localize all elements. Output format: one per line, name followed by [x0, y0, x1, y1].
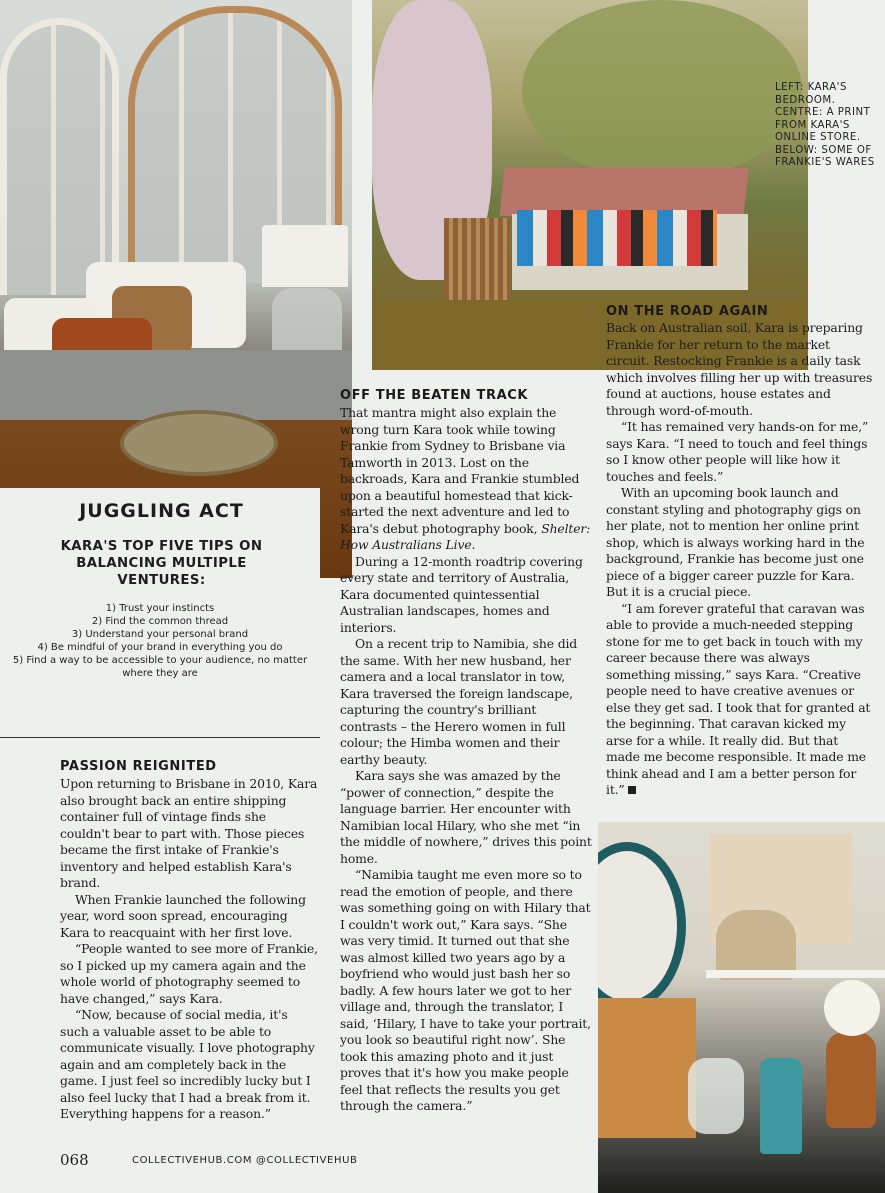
tip-item: 2) Find the common thread: [91, 616, 229, 627]
paragraph-text: “I am forever grateful that caravan was able to provide a much-needed stepping stone for me to get back in touch with my career because there was always something missing,” says Kara. “Creative people need to have creative avenues or else they get sad. I took that for granted at the beginning. That caravan kicked my arse for a while. It really did. But that made me become responsible. It made me think ahead and I am a better person for it.”: [606, 600, 871, 797]
clothesline: [517, 210, 717, 266]
white-flowers: [824, 980, 880, 1036]
article-column-3: [606, 320, 874, 799]
tip-item: 5) Find a way to be accessible to your audience, no matter where they are: [12, 655, 308, 679]
photo-caption: LEFT: KARA'S BEDROOM. CENTRE: A PRINT FROM KARA'S ONLINE STORE. BELOW: SOME OF FRANKIE'S WARES: [775, 82, 875, 168]
paragraph: Upon returning to Brisbane in 2010, Kara also brought back an entire shipping container full of vintage finds she couldn't bear to part with. Those pieces became the first intake of Frankie's inventory and helped establish Kara's brand.: [60, 776, 318, 890]
tree: [522, 0, 802, 180]
article-column-2: [340, 405, 592, 1115]
divider: [0, 737, 320, 738]
house-roof: [499, 168, 748, 216]
lamp-shade: [262, 225, 348, 287]
round-mirror: [598, 842, 686, 1010]
article-column-1: [60, 776, 318, 1123]
paragraph-text: That mantra might also explain the wrong turn Kara took while towing Frankie from Sydney to Brisbane via Tamworth in 2013. Lost on the backroads, Kara and Frankie stumbled upon a beautiful homestead that kick-started the next adventure and led to Kara's debut photography book,: [340, 405, 580, 536]
paragraph: When Frankie launched the following year, word soon spread, encouraging Kara to reacquaint with her first love.: [60, 891, 306, 940]
paragraph: “Now, because of social media, it's such a valuable asset to be able to communicate visually. I love photography again and am completely back in the game. I just feel so incredibly lucky but I also feel lucky that I had a break from it. Everything happens for a reason.”: [60, 1007, 315, 1121]
end-mark-icon: [628, 786, 636, 794]
paragraph: With an upcoming book launch and constant styling and photography gigs on her plate, not to mention her online print shop, which is always working hard in the background, Frankie has become just one piece of a bigger career puzzle for Kara. But it is a crucial piece.: [606, 485, 865, 599]
book-title: Shelter: How Australians Live.: [340, 520, 591, 552]
arched-window: [0, 18, 119, 295]
tip-item: 4) Be mindful of your brand in everything you do: [37, 642, 283, 653]
paragraph: [606, 601, 874, 799]
specimen-box: [598, 998, 696, 1138]
vase: [826, 1032, 876, 1128]
shelf: [706, 970, 885, 978]
wares-photo: [598, 822, 885, 1193]
paragraph: [340, 405, 592, 554]
paragraph: During a 12-month roadtrip covering every state and territory of Australia, Kara documented quintessential Australian landscapes, homes and interiors.: [340, 553, 583, 635]
footer-site: COLLECTIVEHUB.COM @COLLECTIVEHUB: [132, 1155, 358, 1166]
teal-bottle: [760, 1058, 802, 1154]
paragraph: “It has remained very hands-on for me,” says Kara. “I need to touch and feel things so I know other people will like how it touches and feels.”: [606, 419, 869, 484]
paragraph: “Namibia taught me even more so to read the emotion of people, and there was something going on with Hilary that I couldn't work out,” Kara says. “She was very timid. It turned out that she was almost killed two years ago by a boyfriend who would just bash her so badly. A few hours later we got to her village and, through the translator, I said, ‘Hilary, I have to take your portrait, you look so beautiful right now’. She took this amazing photo and it just proves that it's how you make people feel that reflects the results you get through the camera.”: [340, 867, 591, 1113]
tips-title: JUGGLING ACT: [79, 500, 244, 522]
paragraph: On a recent trip to Namibia, she did the same. With her new husband, her camera and a local translator in tow, Kara traversed the foreign landscape, capturing the country's brilliant contrasts – the Herero women in full colour; the Himba women and their earthy beauty.: [340, 636, 578, 767]
page-number: 068: [60, 1151, 89, 1169]
tips-subtitle: KARA'S TOP FIVE TIPS ON BALANCING MULTIPLE VENTURES:: [60, 539, 263, 588]
tip-item: 1) Trust your instincts: [105, 603, 215, 614]
paragraph: “People wanted to see more of Frankie, so I picked up my camera again and the whole world of photography seemed to have changed,” says Kara.: [60, 941, 318, 1006]
tips-list: [0, 602, 320, 680]
heading-off-the-beaten-track: OFF THE BEATEN TRACK: [340, 388, 529, 403]
paragraph: Back on Australian soil, Kara is preparing Frankie for her return to the market circuit. Restocking Frankie is a daily task which involves filling her up with treasures found at auctions, house estates and through word-of-mouth.: [606, 320, 873, 418]
heading-passion-reignited: PASSION REIGNITED: [60, 759, 217, 774]
tray: [120, 410, 278, 476]
heading-on-the-road-again: ON THE ROAD AGAIN: [606, 304, 769, 319]
glass-bottle: [688, 1058, 744, 1134]
paragraph: Kara says she was amazed by the “power of connection,” despite the language barrier. Her encounter with Namibian local Hilary, who she met “in the middle of nowhere,” drives this point home.: [340, 768, 592, 866]
tip-item: 3) Understand your personal brand: [71, 629, 249, 640]
